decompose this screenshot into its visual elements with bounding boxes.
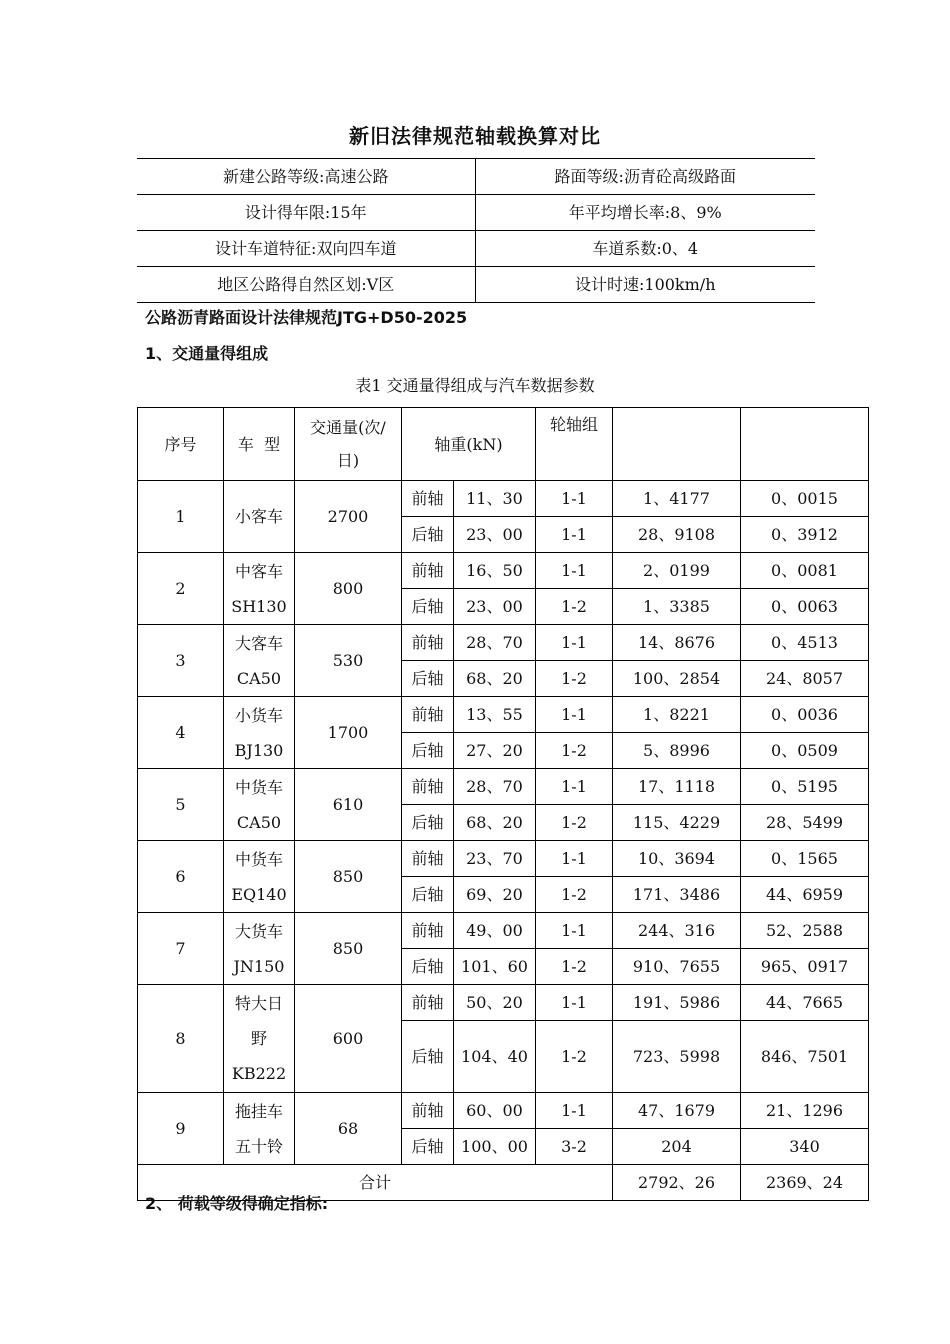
header-col-7	[613, 408, 741, 481]
vehicle-type-line: 拖挂车	[234, 1101, 283, 1121]
value-col-8: 0、0063	[741, 589, 869, 625]
total-col-8: 2369、24	[741, 1165, 869, 1201]
table-row	[138, 913, 869, 949]
value-col-7: 204	[613, 1129, 741, 1165]
info-row	[137, 231, 815, 267]
vehicle-type-line: 小客车	[234, 507, 283, 526]
vehicle-type-line: 大客车	[234, 633, 283, 653]
row-number: 6	[138, 841, 224, 913]
value-col-7: 100、2854	[613, 661, 741, 697]
axle-weight: 28、70	[454, 769, 536, 805]
header-no: 序号	[138, 408, 224, 481]
vehicle-type	[224, 625, 295, 697]
axle-weight: 23、00	[454, 517, 536, 553]
axle-position: 前轴	[402, 913, 454, 949]
value-col-8: 0、1565	[741, 841, 869, 877]
table-row	[138, 697, 869, 733]
value-col-8: 0、0036	[741, 697, 869, 733]
value-col-7: 115、4229	[613, 805, 741, 841]
axle-weight: 49、00	[454, 913, 536, 949]
info-row	[137, 159, 815, 195]
row-number: 8	[138, 985, 224, 1093]
vehicle-type	[224, 1093, 295, 1165]
table-caption: 表1 交通量得组成与汽车数据参数	[355, 376, 595, 395]
info-right-cell: 车道系数:0、4	[475, 231, 815, 267]
vehicle-type	[224, 697, 295, 769]
axle-position: 前轴	[402, 625, 454, 661]
vehicle-type-line: SH130	[231, 596, 287, 616]
value-col-7: 191、5986	[613, 985, 741, 1021]
axle-position: 前轴	[402, 985, 454, 1021]
value-col-8: 52、2588	[741, 913, 869, 949]
axle-position: 后轴	[402, 733, 454, 769]
info-right-cell: 设计时速:100km/h	[475, 267, 815, 303]
traffic-volume: 68	[295, 1093, 402, 1165]
axle-weight: 11、30	[454, 481, 536, 517]
value-col-7: 723、5998	[613, 1021, 741, 1093]
axle-weight: 13、55	[454, 697, 536, 733]
value-col-7: 10、3694	[613, 841, 741, 877]
axle-position: 后轴	[402, 1021, 454, 1093]
document-title: 新旧法律规范轴载换算对比	[349, 124, 601, 148]
row-number: 1	[138, 481, 224, 553]
section-1-heading: 1、交通量得组成	[145, 344, 269, 363]
value-col-7: 1、3385	[613, 589, 741, 625]
traffic-volume: 850	[295, 841, 402, 913]
value-col-7: 5、8996	[613, 733, 741, 769]
value-col-7: 1、8221	[613, 697, 741, 733]
row-number: 7	[138, 913, 224, 985]
value-col-8: 0、3912	[741, 517, 869, 553]
info-right-cell: 路面等级:沥青砼高级路面	[475, 159, 815, 195]
axle-weight: 28、70	[454, 625, 536, 661]
project-info-table	[137, 158, 815, 303]
table-row	[138, 1093, 869, 1129]
vehicle-type-line: 小货车	[234, 705, 283, 725]
traffic-volume: 2700	[295, 481, 402, 553]
traffic-volume: 850	[295, 913, 402, 985]
vehicle-type-line: CA50	[236, 812, 282, 832]
vehicle-type	[224, 769, 295, 841]
axle-position: 前轴	[402, 841, 454, 877]
traffic-composition-table	[137, 407, 869, 1201]
wheel-group: 1-2	[536, 877, 613, 913]
axle-position: 前轴	[402, 481, 454, 517]
value-col-8: 846、7501	[741, 1021, 869, 1093]
vehicle-type-line: 特大日	[234, 994, 283, 1013]
header-wheel: 轮轴组	[536, 408, 613, 481]
value-col-7: 171、3486	[613, 877, 741, 913]
traffic-volume: 530	[295, 625, 402, 697]
header-traffic-line2: 日)	[336, 451, 360, 470]
axle-position: 后轴	[402, 589, 454, 625]
value-col-7: 244、316	[613, 913, 741, 949]
total-col-7: 2792、26	[613, 1165, 741, 1201]
row-number: 4	[138, 697, 224, 769]
wheel-group: 3-2	[536, 1129, 613, 1165]
axle-weight: 68、20	[454, 661, 536, 697]
info-row	[137, 267, 815, 303]
table-row	[138, 625, 869, 661]
axle-position: 后轴	[402, 1129, 454, 1165]
wheel-group: 1-1	[536, 481, 613, 517]
wheel-group: 1-1	[536, 1093, 613, 1129]
vehicle-type	[224, 553, 295, 625]
axle-weight: 60、00	[454, 1093, 536, 1129]
total-label: 合计	[138, 1165, 613, 1201]
info-row	[137, 195, 815, 231]
vehicle-type	[224, 985, 295, 1093]
value-col-8: 0、4513	[741, 625, 869, 661]
axle-position: 后轴	[402, 877, 454, 913]
info-left-cell: 新建公路等级:高速公路	[137, 159, 475, 195]
axle-weight: 50、20	[454, 985, 536, 1021]
vehicle-type-line: 大货车	[234, 921, 283, 941]
axle-position: 后轴	[402, 805, 454, 841]
vehicle-type-line: 野	[250, 1029, 267, 1048]
section-heading: 公路沥青路面设计法律规范JTG+D50-2025	[145, 308, 468, 327]
axle-position: 前轴	[402, 1093, 454, 1129]
vehicle-type	[224, 913, 295, 985]
value-col-8: 24、8057	[741, 661, 869, 697]
axle-weight: 23、00	[454, 589, 536, 625]
value-col-8: 0、5195	[741, 769, 869, 805]
value-col-7: 28、9108	[613, 517, 741, 553]
vehicle-type-line: 中货车	[234, 777, 283, 797]
vehicle-type-line: 五十铃	[234, 1136, 283, 1156]
axle-weight: 68、20	[454, 805, 536, 841]
header-traffic-line1: 交通量(次/	[310, 418, 386, 437]
vehicle-type-line: CA50	[236, 668, 282, 688]
traffic-volume: 600	[295, 985, 402, 1093]
section-2-heading: 2、 荷载等级得确定指标:	[145, 1194, 329, 1213]
info-left-cell: 地区公路得自然区划:Ⅴ区	[137, 267, 475, 303]
value-col-7: 1、4177	[613, 481, 741, 517]
value-col-8: 0、0015	[741, 481, 869, 517]
wheel-group: 1-2	[536, 733, 613, 769]
value-col-8: 965、0917	[741, 949, 869, 985]
vehicle-type-line: JN150	[233, 956, 285, 976]
header-traffic	[295, 408, 402, 481]
row-number: 9	[138, 1093, 224, 1165]
axle-weight: 16、50	[454, 553, 536, 589]
traffic-volume: 1700	[295, 697, 402, 769]
wheel-group: 1-1	[536, 985, 613, 1021]
wheel-group: 1-1	[536, 625, 613, 661]
wheel-group: 1-1	[536, 553, 613, 589]
wheel-group: 1-2	[536, 589, 613, 625]
value-col-8: 44、6959	[741, 877, 869, 913]
axle-position: 后轴	[402, 949, 454, 985]
table-row	[138, 553, 869, 589]
wheel-group: 1-1	[536, 913, 613, 949]
axle-position: 前轴	[402, 769, 454, 805]
value-col-8: 0、0509	[741, 733, 869, 769]
value-col-7: 910、7655	[613, 949, 741, 985]
table-row	[138, 985, 869, 1021]
info-right-cell: 年平均增长率:8、9%	[475, 195, 815, 231]
vehicle-type-line: EQ140	[231, 884, 287, 904]
vehicle-type-line: BJ130	[234, 740, 284, 760]
value-col-8: 21、1296	[741, 1093, 869, 1129]
wheel-group: 1-1	[536, 517, 613, 553]
value-col-8: 28、5499	[741, 805, 869, 841]
table-row	[138, 481, 869, 517]
vehicle-type-line: 中货车	[234, 849, 283, 869]
traffic-volume: 610	[295, 769, 402, 841]
wheel-group: 1-2	[536, 805, 613, 841]
row-number: 2	[138, 553, 224, 625]
axle-position: 后轴	[402, 517, 454, 553]
header-type: 车 型	[224, 408, 295, 481]
header-col-8	[741, 408, 869, 481]
vehicle-type	[224, 841, 295, 913]
axle-position: 前轴	[402, 697, 454, 733]
axle-weight: 23、70	[454, 841, 536, 877]
wheel-group: 1-2	[536, 949, 613, 985]
axle-weight: 101、60	[454, 949, 536, 985]
wheel-group: 1-1	[536, 769, 613, 805]
axle-position: 前轴	[402, 553, 454, 589]
row-number: 3	[138, 625, 224, 697]
traffic-volume: 800	[295, 553, 402, 625]
info-left-cell: 设计车道特征:双向四车道	[137, 231, 475, 267]
axle-weight: 104、40	[454, 1021, 536, 1093]
table-row	[138, 841, 869, 877]
value-col-7: 2、0199	[613, 553, 741, 589]
axle-weight: 100、00	[454, 1129, 536, 1165]
table-header-row	[138, 408, 869, 481]
axle-weight: 69、20	[454, 877, 536, 913]
value-col-7: 47、1679	[613, 1093, 741, 1129]
axle-position: 后轴	[402, 661, 454, 697]
wheel-group: 1-2	[536, 1021, 613, 1093]
row-number: 5	[138, 769, 224, 841]
vehicle-type	[224, 481, 295, 553]
info-left-cell: 设计得年限:15年	[137, 195, 475, 231]
axle-weight: 27、20	[454, 733, 536, 769]
wheel-group: 1-1	[536, 841, 613, 877]
wheel-group: 1-2	[536, 661, 613, 697]
header-axle-weight: 轴重(kN)	[402, 408, 536, 481]
value-col-8: 340	[741, 1129, 869, 1165]
value-col-7: 17、1118	[613, 769, 741, 805]
value-col-8: 0、0081	[741, 553, 869, 589]
vehicle-type-line: KB222	[231, 1064, 287, 1083]
table-row	[138, 769, 869, 805]
vehicle-type-line: 中客车	[234, 561, 283, 581]
value-col-8: 44、7665	[741, 985, 869, 1021]
value-col-7: 14、8676	[613, 625, 741, 661]
wheel-group: 1-1	[536, 697, 613, 733]
